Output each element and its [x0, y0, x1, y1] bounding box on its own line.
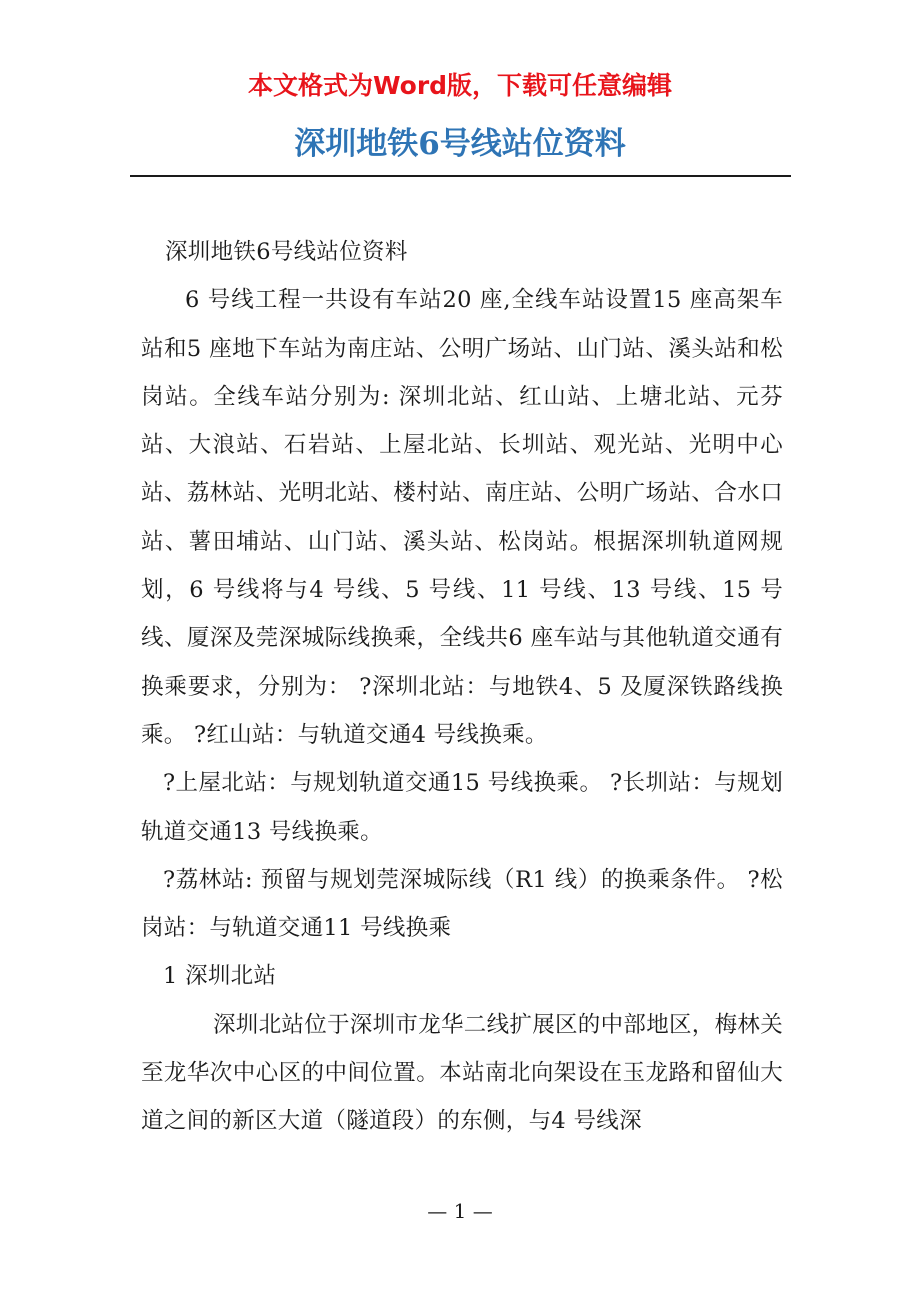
paragraph-overview: 6 号线工程一共设有车站20 座,全线车站设置15 座高架车站和5 座地下车站为南庄站、公明广场站、山门站、溪头站和松岗站。全线车站分别为: 深圳北站、红山站、上塘北站、元芬站、大浪站、石岩站、上屋北站、长圳站、观光站、光明中心站、荔林站、光明北站、楼村站、南庄站、公明广场站、合水口站、薯田埔站、山门站、溪头站、松岗站。根据深圳轨道网规划，6 号线将与4 号线、5 号线、11 号线、13 号线、15 号线、厦深及莞深城际线换乘，全线共6 座车站与其他轨道交通有换乘要求，分别为： ?深圳北站：与地铁4、5 及厦深铁路线换乘。 ?红山站：与轨道交通4 号线换乘。 — [141, 287, 783, 748]
paragraph-transfer-lilin-songgang: ?荔林站: 预留与规划莞深城际线（R1 线）的换乘条件。 ?松岗站：与轨道交通11 号线换乘 — [141, 866, 783, 942]
title-divider — [130, 175, 791, 177]
body-subtitle: 深圳地铁6号线站位资料 — [165, 239, 408, 265]
document-body — [141, 228, 783, 1146]
section-heading: 1 深圳北站 — [163, 963, 277, 990]
page-number: — 1 — — [427, 1199, 493, 1223]
paragraph-shenzhen-north: 深圳北站位于深圳市龙华二线扩展区的中部地区，梅林关至龙华次中心区的中间位置。本站南北向架设在玉龙路和留仙大道之间的新区大道（隧道段）的东侧，与4 号线深 — [141, 1011, 784, 1135]
download-notice: 本文格式为Word版，下载可任意编辑 — [247, 71, 673, 100]
paragraph-transfer-shangwu-changzhen: ?上屋北站：与规划轨道交通15 号线换乘。 ?长圳站：与规划轨道交通13 号线换乘。 — [141, 770, 783, 845]
document-title: 深圳地铁6号线站位资料 — [294, 126, 626, 162]
